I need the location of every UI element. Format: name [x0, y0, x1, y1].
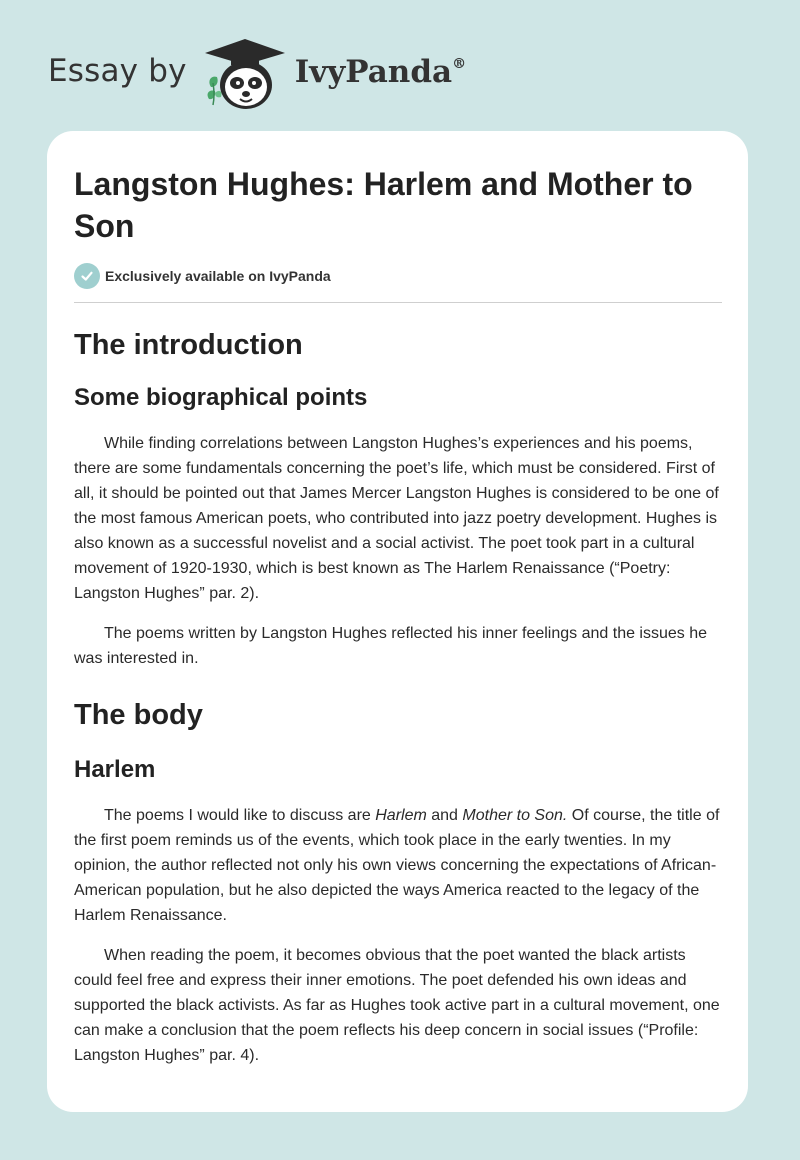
essay-card — [47, 131, 748, 1112]
section-heading: The body — [74, 699, 203, 731]
section-subheading: Some biographical points — [74, 384, 368, 411]
paragraph: When reading the poem, it becomes obvious that the poet wanted the black artists could feel free and express their inner emotions. The poet defended his own ideas and supported the black activists. As far as Hughes took active part in a cultural movement, one can make a conclusion that the poem reflects his deep concern in social issues (“Profile: Langston Hughes” par. 4). — [74, 947, 720, 1064]
panda-logo-icon[interactable] — [201, 35, 289, 113]
paragraph: The poems I would like to discuss are Harlem and Mother to Son. Of course, the title of the first poem reminds us of the events, which took place in the early twenties. In my opinion, the author reflected not only his own views concerning the expectations of African-American population, but he also depicted the ways America reacted to the legacy of the Harlem Renaissance. — [74, 807, 720, 924]
poem-title: Harlem — [375, 807, 427, 824]
check-icon — [74, 263, 100, 289]
brand-name[interactable]: IvyPanda® — [294, 54, 467, 90]
exclusive-badge — [74, 263, 722, 289]
divider — [74, 302, 722, 303]
paragraph: The poems written by Langston Hughes reflected his inner feelings and the issues he was interested in. — [74, 625, 708, 667]
essay-title: Langston Hughes: Harlem and Mother to Son — [74, 166, 693, 244]
essay-by-label: Essay by — [48, 53, 187, 89]
badge-label: Exclusively available on IvyPanda — [105, 268, 331, 284]
section-heading: The introduction — [74, 329, 303, 361]
section-subheading: Harlem — [74, 756, 156, 783]
registered-mark: ® — [452, 56, 467, 72]
poem-title: Mother to Son. — [462, 807, 568, 824]
site-header — [48, 34, 466, 114]
paragraph: While finding correlations between Langston Hughes’s experiences and his poems, there are some fundamentals concerning the poet’s life, which must be considered. First of all, it should be pointed out that James Mercer Langston Hughes is considered to be one of the most famous American poets, who contributed into jazz poetry development. Hughes is also known as a successful novelist and a social activist. The poet took part in a cultural movement of 1920-1930, which is best known as The Harlem Renaissance (“Poetry: Langston Hughes” par. 2). — [74, 435, 719, 602]
